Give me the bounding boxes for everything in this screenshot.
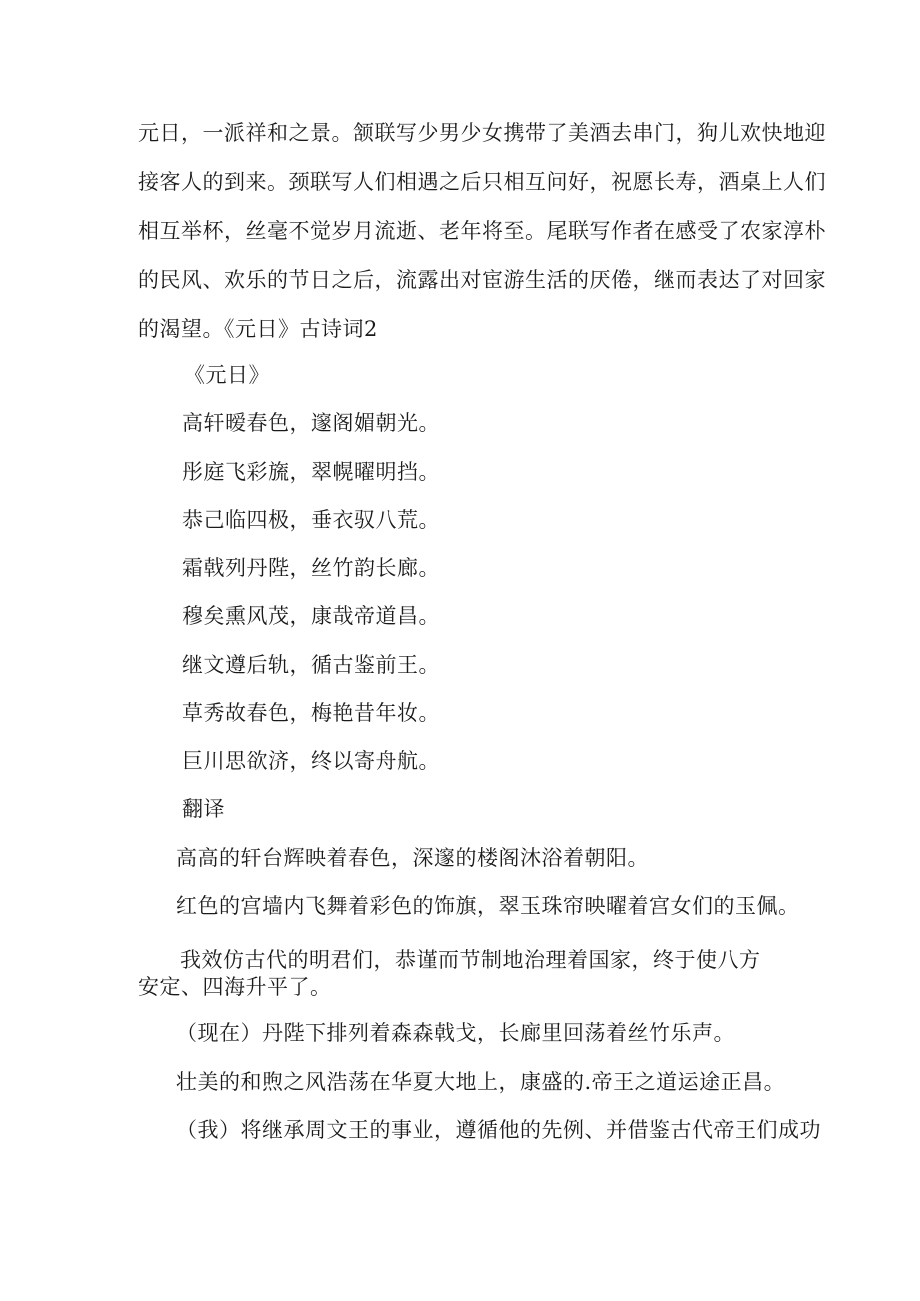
paragraph-line: 接客人的到来。颈联写人们相遇之后只相互问好，祝愿长寿，酒桌上人们 <box>138 170 826 194</box>
translation-line: （现在）丹陛下排列着森森戟戈，长廊里回荡着丝竹乐声。 <box>176 1021 735 1045</box>
poem-line: 穆矣熏风茂，康哉帝道昌。 <box>182 604 440 628</box>
translation-line: 壮美的和煦之风浩荡在华夏大地上，康盛的.帝王之道运途正昌。 <box>176 1070 786 1094</box>
poem-line: 恭己临四极，垂衣驭八荒。 <box>182 508 440 532</box>
poem-title: 《元日》 <box>184 363 270 387</box>
poem-line: 巨川思欲济，终以寄舟航。 <box>182 749 440 773</box>
poem-line: 彤庭飞彩旒，翠幌曜明挡。 <box>182 460 440 484</box>
paragraph-line: 的民风、欢乐的节日之后，流露出对宦游生活的厌倦，继而表达了对回家 <box>138 268 826 292</box>
translation-line: 我效仿古代的明君们，恭谨而节制地治理着国家，终于使八方 <box>180 948 761 972</box>
translation-line: 高高的轩台辉映着春色，深邃的楼阁沐浴着朝阳。 <box>176 846 649 870</box>
paragraph-line: 元日，一派祥和之景。颔联写少男少女携带了美酒去串门，狗儿欢快地迎 <box>138 121 826 145</box>
paragraph-line: 相互举杯，丝毫不觉岁月流逝、老年将至。尾联写作者在感受了农家淳朴 <box>138 219 826 243</box>
translation-heading: 翻译 <box>182 797 225 821</box>
translation-line: 安定、四海升平了。 <box>138 975 332 999</box>
translation-line: （我）将继承周文王的事业，遵循他的先例、并借鉴古代帝王们成功 <box>176 1118 821 1142</box>
translation-line: 红色的宫墙内飞舞着彩色的饰旗，翠玉珠帘映曜着宫女们的玉佩。 <box>176 894 800 918</box>
poem-line: 霜戟列丹陛，丝竹韵长廊。 <box>182 556 440 580</box>
poem-line: 高轩暧春色，邃阁媚朝光。 <box>182 411 440 435</box>
poem-line: 草秀故春色，梅艳昔年妆。 <box>182 701 440 725</box>
poem-line: 继文遵后轨，循古鉴前王。 <box>182 653 440 677</box>
paragraph-line: 的渴望。《元日》古诗词2 <box>138 317 378 341</box>
